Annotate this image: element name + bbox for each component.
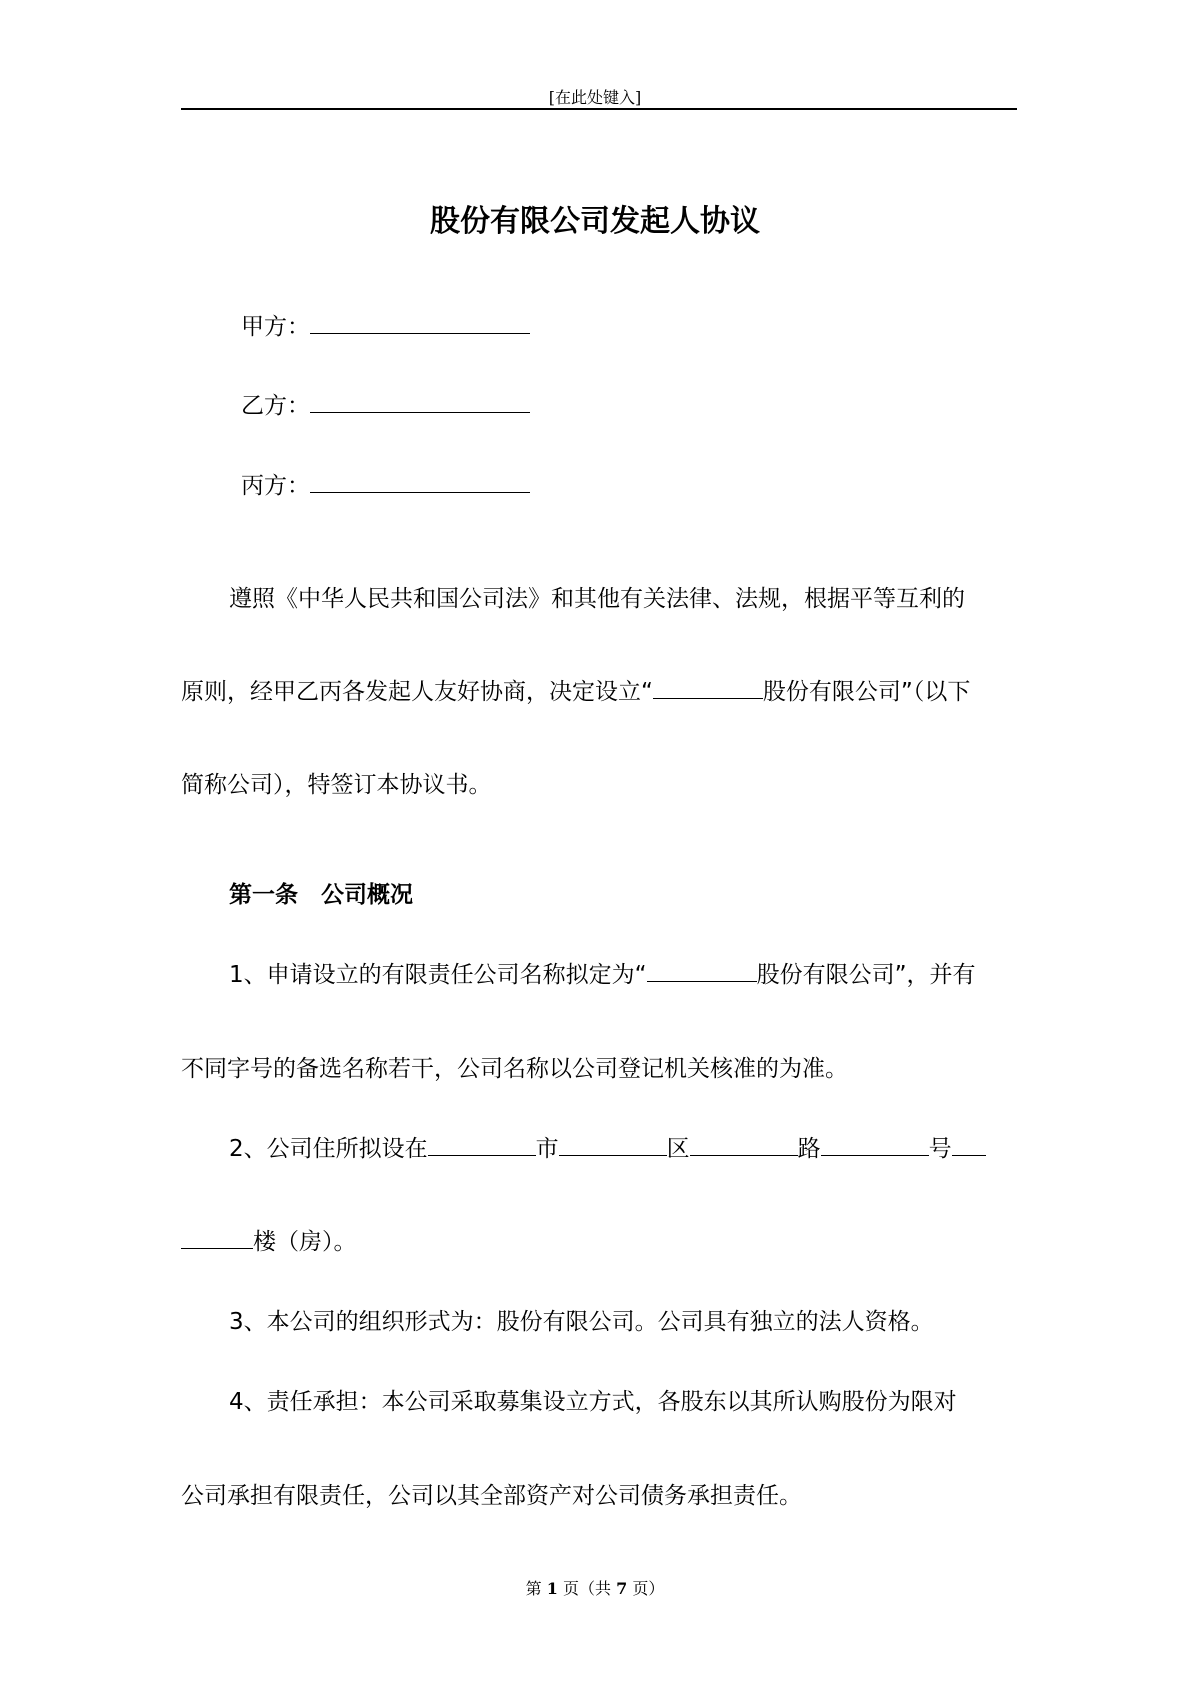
- party-b-row: [241, 387, 530, 420]
- item-1-text-b: 股份有限公司”，并有: [756, 962, 976, 988]
- total-page-number: 7: [616, 1579, 628, 1598]
- item-1-text-a: 1、申请设立的有限责任公司名称拟定为“: [229, 962, 647, 988]
- preamble-line-2: [181, 673, 1017, 706]
- preamble-text-b: 股份有限公司”（以下: [762, 679, 971, 705]
- preamble-line-1: 遵照《中华人民共和国公司法》和其他有关法律、法规，根据平等互利的: [229, 586, 965, 612]
- item-3-line: 3、本公司的组织形式为：股份有限公司。公司具有独立的法人资格。: [229, 1309, 934, 1335]
- item-1-line-1: [229, 956, 1017, 989]
- party-c-blank: [310, 469, 530, 493]
- building-blank-b: [181, 1225, 253, 1249]
- party-c-label: 丙方：: [241, 473, 310, 499]
- preamble-text-a: 原则，经甲乙丙各发起人友好协商，决定设立“: [181, 679, 653, 705]
- item-2-road: 路: [797, 1136, 821, 1162]
- party-b-blank: [310, 389, 530, 413]
- item-2-district: 区: [666, 1136, 690, 1162]
- item-4-line-1: 4、责任承担：本公司采取募集设立方式，各股东以其所认购股份为限对: [229, 1389, 957, 1415]
- item-2-prefix: 2、公司住所拟设在: [229, 1136, 428, 1162]
- district-blank: [559, 1132, 667, 1156]
- header-placeholder[interactable]: [在此处键入]: [548, 88, 642, 107]
- footer-prefix: 第: [525, 1579, 547, 1598]
- item-2-number: 号: [928, 1136, 952, 1162]
- item-4-line-2: 公司承担有限责任，公司以其全部资产对公司债务承担责任。: [181, 1483, 802, 1509]
- party-b-label: 乙方：: [241, 393, 310, 419]
- document-title: 股份有限公司发起人协议: [430, 204, 760, 239]
- party-a-blank: [310, 310, 530, 334]
- item-2-line-2: [181, 1223, 1017, 1256]
- company-name-blank: [653, 675, 763, 699]
- page-footer: [0, 1576, 1190, 1599]
- item-1-line-2: 不同字号的备选名称若干，公司名称以公司登记机关核准的为准。: [181, 1056, 848, 1082]
- building-blank-a: [952, 1132, 986, 1156]
- section-1-heading: 第一条 公司概况: [229, 882, 413, 908]
- preamble-line-3: 简称公司），特签订本协议书。: [181, 772, 492, 798]
- item-1-name-blank: [647, 958, 757, 982]
- road-blank: [690, 1132, 798, 1156]
- party-c-row: [241, 467, 530, 500]
- party-a-row: [241, 308, 530, 341]
- item-2-line-1: [229, 1130, 1017, 1163]
- city-blank: [428, 1132, 536, 1156]
- party-a-label: 甲方：: [241, 314, 310, 340]
- item-2-suffix: 楼（房）。: [253, 1229, 357, 1255]
- current-page-number: 1: [546, 1579, 558, 1598]
- footer-mid: 页（共: [557, 1579, 617, 1598]
- item-2-city: 市: [535, 1136, 559, 1162]
- footer-suffix: 页）: [627, 1579, 665, 1598]
- number-blank: [821, 1132, 929, 1156]
- header-rule: [181, 108, 1017, 110]
